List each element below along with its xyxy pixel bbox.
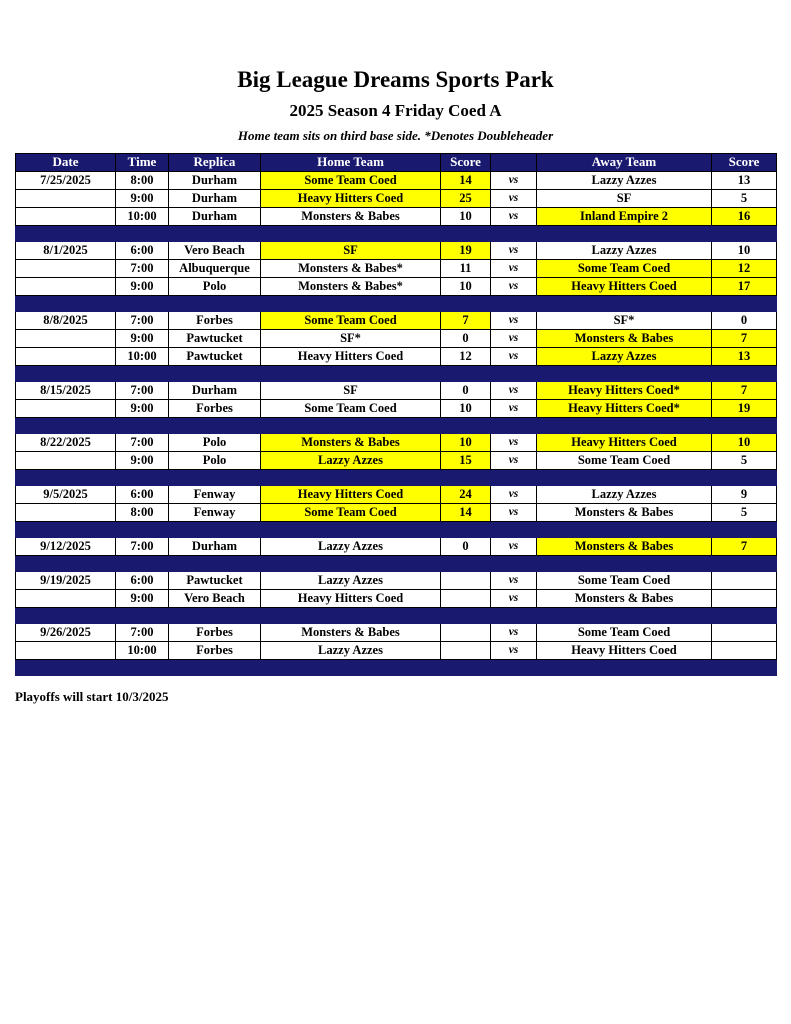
home-score-cell <box>441 589 491 607</box>
replica-cell: Durham <box>169 189 261 207</box>
vs-cell: vs <box>491 311 537 329</box>
away-score-cell: 5 <box>712 503 777 521</box>
date-cell: 8/22/2025 <box>16 433 116 451</box>
away-team-cell: Monsters & Babes <box>537 589 712 607</box>
away-team-cell: Heavy Hitters Coed* <box>537 399 712 417</box>
home-score-cell: 10 <box>441 399 491 417</box>
time-cell: 7:00 <box>116 259 169 277</box>
home-score-cell: 14 <box>441 171 491 189</box>
time-cell: 6:00 <box>116 571 169 589</box>
vs-cell: vs <box>491 589 537 607</box>
playoffs-note: Playoffs will start 10/3/2025 <box>15 688 169 704</box>
column-header: Score <box>441 153 491 171</box>
home-score-cell: 12 <box>441 347 491 365</box>
separator-bar <box>16 469 777 485</box>
vs-cell: vs <box>491 347 537 365</box>
game-row <box>16 589 777 607</box>
time-cell: 6:00 <box>116 241 169 259</box>
vs-cell: vs <box>491 571 537 589</box>
schedule-table <box>15 153 777 676</box>
column-header <box>491 153 537 171</box>
away-score-cell: 17 <box>712 277 777 295</box>
separator-bar <box>16 417 777 433</box>
away-score-cell <box>712 571 777 589</box>
replica-cell: Albuquerque <box>169 259 261 277</box>
time-cell: 10:00 <box>116 347 169 365</box>
date-cell <box>16 259 116 277</box>
vs-cell: vs <box>491 641 537 659</box>
home-team-cell: Monsters & Babes <box>261 207 441 225</box>
time-cell: 9:00 <box>116 189 169 207</box>
home-score-cell <box>441 571 491 589</box>
game-row <box>16 399 777 417</box>
vs-cell: vs <box>491 171 537 189</box>
time-cell: 7:00 <box>116 623 169 641</box>
home-team-cell: Monsters & Babes <box>261 623 441 641</box>
vs-cell: vs <box>491 623 537 641</box>
date-cell: 8/1/2025 <box>16 241 116 259</box>
home-team-cell: Some Team Coed <box>261 503 441 521</box>
home-team-cell: SF <box>261 241 441 259</box>
home-team-cell: Monsters & Babes <box>261 433 441 451</box>
away-team-cell: SF <box>537 189 712 207</box>
away-score-cell <box>712 641 777 659</box>
replica-cell: Polo <box>169 277 261 295</box>
away-team-cell: Lazzy Azzes <box>537 171 712 189</box>
separator-bar <box>16 659 777 675</box>
game-row <box>16 451 777 469</box>
replica-cell: Durham <box>169 207 261 225</box>
away-score-cell: 9 <box>712 485 777 503</box>
date-cell <box>16 399 116 417</box>
game-row <box>16 641 777 659</box>
separator-row <box>16 225 777 241</box>
away-score-cell: 7 <box>712 381 777 399</box>
time-cell: 7:00 <box>116 433 169 451</box>
home-score-cell: 10 <box>441 277 491 295</box>
separator-row <box>16 521 777 537</box>
column-header: Date <box>16 153 116 171</box>
home-score-cell: 19 <box>441 241 491 259</box>
separator-row <box>16 555 777 571</box>
date-cell <box>16 641 116 659</box>
time-cell: 7:00 <box>116 381 169 399</box>
separator-row <box>16 659 777 675</box>
date-cell: 8/8/2025 <box>16 311 116 329</box>
away-score-cell: 5 <box>712 189 777 207</box>
page-subtitle: 2025 Season 4 Friday Coed A <box>289 100 502 120</box>
time-cell: 9:00 <box>116 589 169 607</box>
replica-cell: Forbes <box>169 641 261 659</box>
away-team-cell: Monsters & Babes <box>537 537 712 555</box>
home-score-cell: 10 <box>441 207 491 225</box>
away-score-cell: 7 <box>712 329 777 347</box>
date-cell: 9/19/2025 <box>16 571 116 589</box>
game-row <box>16 381 777 399</box>
game-row <box>16 623 777 641</box>
vs-cell: vs <box>491 189 537 207</box>
home-score-cell: 10 <box>441 433 491 451</box>
column-header: Replica <box>169 153 261 171</box>
home-score-cell: 0 <box>441 537 491 555</box>
separator-bar <box>16 555 777 571</box>
game-row <box>16 329 777 347</box>
replica-cell: Pawtucket <box>169 347 261 365</box>
home-team-cell: Lazzy Azzes <box>261 641 441 659</box>
home-team-note: Home team sits on third base side. *Denotes Doubleheader <box>237 127 554 143</box>
vs-cell: vs <box>491 433 537 451</box>
home-team-cell: Monsters & Babes* <box>261 259 441 277</box>
home-score-cell: 24 <box>441 485 491 503</box>
date-cell <box>16 329 116 347</box>
separator-row <box>16 417 777 433</box>
time-cell: 7:00 <box>116 537 169 555</box>
home-team-cell: Heavy Hitters Coed <box>261 189 441 207</box>
game-row <box>16 537 777 555</box>
date-cell <box>16 189 116 207</box>
home-team-cell: Heavy Hitters Coed <box>261 347 441 365</box>
date-cell <box>16 451 116 469</box>
time-cell: 9:00 <box>116 451 169 469</box>
away-team-cell: Heavy Hitters Coed* <box>537 381 712 399</box>
home-score-cell: 7 <box>441 311 491 329</box>
home-team-cell: SF <box>261 381 441 399</box>
time-cell: 8:00 <box>116 171 169 189</box>
vs-cell: vs <box>491 381 537 399</box>
date-cell: 9/26/2025 <box>16 623 116 641</box>
time-cell: 9:00 <box>116 277 169 295</box>
date-cell <box>16 207 116 225</box>
home-team-cell: Lazzy Azzes <box>261 537 441 555</box>
away-team-cell: Monsters & Babes <box>537 503 712 521</box>
replica-cell: Polo <box>169 451 261 469</box>
replica-cell: Pawtucket <box>169 571 261 589</box>
away-score-cell: 0 <box>712 311 777 329</box>
page-title: Big League Dreams Sports Park <box>237 67 554 92</box>
time-cell: 7:00 <box>116 311 169 329</box>
away-team-cell: Heavy Hitters Coed <box>537 277 712 295</box>
home-score-cell: 0 <box>441 329 491 347</box>
vs-cell: vs <box>491 399 537 417</box>
separator-row <box>16 365 777 381</box>
away-team-cell: SF* <box>537 311 712 329</box>
date-cell: 7/25/2025 <box>16 171 116 189</box>
date-cell <box>16 277 116 295</box>
vs-cell: vs <box>491 277 537 295</box>
away-team-cell: Some Team Coed <box>537 571 712 589</box>
separator-row <box>16 469 777 485</box>
separator-bar <box>16 521 777 537</box>
replica-cell: Forbes <box>169 623 261 641</box>
away-team-cell: Lazzy Azzes <box>537 347 712 365</box>
vs-cell: vs <box>491 537 537 555</box>
away-score-cell: 16 <box>712 207 777 225</box>
away-team-cell: Some Team Coed <box>537 623 712 641</box>
separator-row <box>16 607 777 623</box>
game-row <box>16 433 777 451</box>
vs-cell: vs <box>491 451 537 469</box>
time-cell: 10:00 <box>116 641 169 659</box>
game-row <box>16 259 777 277</box>
replica-cell: Vero Beach <box>169 589 261 607</box>
away-score-cell <box>712 589 777 607</box>
away-team-cell: Lazzy Azzes <box>537 485 712 503</box>
separator-bar <box>16 225 777 241</box>
time-cell: 10:00 <box>116 207 169 225</box>
game-row <box>16 207 777 225</box>
away-score-cell: 13 <box>712 171 777 189</box>
game-row <box>16 503 777 521</box>
replica-cell: Polo <box>169 433 261 451</box>
game-row <box>16 189 777 207</box>
separator-row <box>16 295 777 311</box>
replica-cell: Durham <box>169 381 261 399</box>
replica-cell: Pawtucket <box>169 329 261 347</box>
home-team-cell: Some Team Coed <box>261 171 441 189</box>
table-header-row <box>16 153 777 171</box>
away-score-cell: 5 <box>712 451 777 469</box>
time-cell: 6:00 <box>116 485 169 503</box>
game-row <box>16 347 777 365</box>
home-score-cell: 14 <box>441 503 491 521</box>
home-score-cell: 11 <box>441 259 491 277</box>
replica-cell: Fenway <box>169 485 261 503</box>
home-team-cell: Heavy Hitters Coed <box>261 589 441 607</box>
separator-bar <box>16 295 777 311</box>
home-team-cell: Some Team Coed <box>261 311 441 329</box>
home-team-cell: Lazzy Azzes <box>261 451 441 469</box>
replica-cell: Vero Beach <box>169 241 261 259</box>
game-row <box>16 171 777 189</box>
away-team-cell: Lazzy Azzes <box>537 241 712 259</box>
home-team-cell: Some Team Coed <box>261 399 441 417</box>
away-score-cell: 10 <box>712 241 777 259</box>
home-team-cell: Monsters & Babes* <box>261 277 441 295</box>
date-cell <box>16 347 116 365</box>
date-cell: 9/5/2025 <box>16 485 116 503</box>
vs-cell: vs <box>491 329 537 347</box>
away-score-cell: 12 <box>712 259 777 277</box>
away-score-cell: 10 <box>712 433 777 451</box>
game-row <box>16 311 777 329</box>
date-cell: 9/12/2025 <box>16 537 116 555</box>
game-row <box>16 241 777 259</box>
home-score-cell <box>441 623 491 641</box>
replica-cell: Fenway <box>169 503 261 521</box>
time-cell: 9:00 <box>116 329 169 347</box>
away-team-cell: Heavy Hitters Coed <box>537 433 712 451</box>
vs-cell: vs <box>491 259 537 277</box>
replica-cell: Forbes <box>169 399 261 417</box>
time-cell: 9:00 <box>116 399 169 417</box>
home-score-cell <box>441 641 491 659</box>
game-row <box>16 277 777 295</box>
replica-cell: Forbes <box>169 311 261 329</box>
game-row <box>16 571 777 589</box>
home-score-cell: 25 <box>441 189 491 207</box>
home-team-cell: Lazzy Azzes <box>261 571 441 589</box>
vs-cell: vs <box>491 241 537 259</box>
home-team-cell: SF* <box>261 329 441 347</box>
home-score-cell: 15 <box>441 451 491 469</box>
separator-bar <box>16 607 777 623</box>
home-team-cell: Heavy Hitters Coed <box>261 485 441 503</box>
away-team-cell: Some Team Coed <box>537 451 712 469</box>
column-header: Time <box>116 153 169 171</box>
column-header: Home Team <box>261 153 441 171</box>
away-team-cell: Some Team Coed <box>537 259 712 277</box>
away-score-cell <box>712 623 777 641</box>
replica-cell: Durham <box>169 537 261 555</box>
away-score-cell: 19 <box>712 399 777 417</box>
game-row <box>16 485 777 503</box>
vs-cell: vs <box>491 207 537 225</box>
time-cell: 8:00 <box>116 503 169 521</box>
date-cell <box>16 589 116 607</box>
vs-cell: vs <box>491 503 537 521</box>
date-cell: 8/15/2025 <box>16 381 116 399</box>
away-score-cell: 7 <box>712 537 777 555</box>
separator-bar <box>16 365 777 381</box>
home-score-cell: 0 <box>441 381 491 399</box>
replica-cell: Durham <box>169 171 261 189</box>
away-team-cell: Monsters & Babes <box>537 329 712 347</box>
vs-cell: vs <box>491 485 537 503</box>
away-team-cell: Inland Empire 2 <box>537 207 712 225</box>
away-team-cell: Heavy Hitters Coed <box>537 641 712 659</box>
column-header: Away Team <box>537 153 712 171</box>
away-score-cell: 13 <box>712 347 777 365</box>
date-cell <box>16 503 116 521</box>
column-header: Score <box>712 153 777 171</box>
